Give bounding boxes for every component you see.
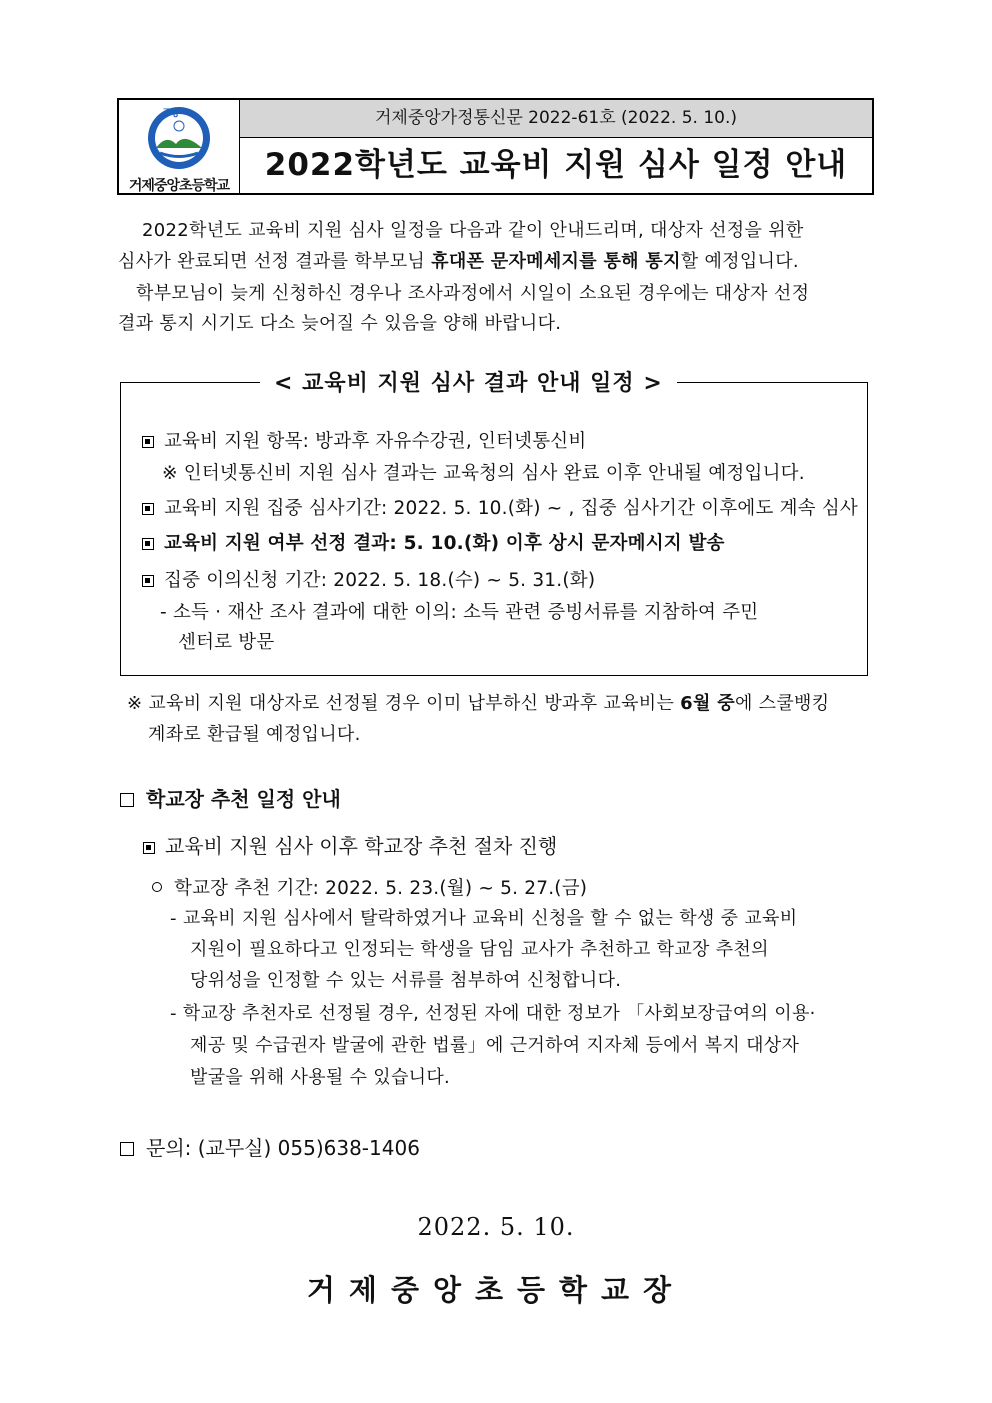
section-heading-text: 학교장 추천 일정 안내	[146, 787, 341, 811]
intro-p2-line2: 결과 통지 시기도 다소 늦어질 수 있음을 양해 바랍니다.	[118, 313, 562, 334]
refund-note-line1	[127, 688, 829, 719]
section-item-text: 교육비 지원 심사 이후 학교장 추천 절차 진행	[165, 834, 558, 858]
schedule-item-bold	[142, 529, 725, 555]
filled-square-bullet-icon	[142, 503, 154, 515]
document-header	[117, 98, 874, 195]
refund-emphasis: 6월 중	[680, 693, 735, 714]
schedule-item	[142, 427, 586, 453]
emblem-text: 중앙	[162, 109, 180, 119]
circle-bullet-icon	[152, 882, 162, 892]
recommend-period	[152, 874, 587, 900]
refund-text: ※ 교육비 지원 대상자로 선정될 경우 이미 납부하신 방과후 교육비는	[127, 693, 681, 714]
recommend-detail: 제공 및 수급권자 발굴에 관한 법률」에 근거하여 지자체 등에서 복지 대상자	[190, 1035, 800, 1056]
recommend-detail: - 학교장 추천자로 선정될 경우, 선정된 자에 대한 정보가 「사회보장급여의 이용·	[170, 1003, 816, 1024]
intro-text: 할 예정입니다.	[680, 251, 799, 272]
intro-text: 심사가 완료되면 선정 결과를 학부모님	[118, 251, 432, 272]
filled-square-bullet-icon	[143, 842, 155, 854]
empty-square-bullet-icon	[120, 793, 134, 807]
recommend-detail: 발굴을 위해 사용될 수 있습니다.	[190, 1067, 451, 1088]
refund-text: 에 스쿨뱅킹	[734, 693, 830, 714]
recommend-detail: - 교육비 지원 심사에서 탈락하였거나 교육비 신청을 할 수 없는 학생 중 교육비	[170, 908, 798, 929]
schedule-item	[142, 566, 595, 592]
issue-date: 2022. 5. 10.	[417, 1213, 575, 1241]
issue-line: 거제중앙가정통신문 2022-61호 (2022. 5. 10.)	[240, 100, 872, 138]
empty-square-bullet-icon	[120, 1142, 134, 1156]
filled-square-bullet-icon	[142, 575, 154, 587]
contact-line	[120, 1132, 420, 1161]
filled-square-bullet-icon	[142, 538, 154, 550]
schedule-box-title: < 교육비 지원 심사 결과 안내 일정 >	[260, 366, 677, 397]
recommend-detail: 당위성을 인정할 수 있는 서류를 첨부하여 신청합니다.	[190, 970, 622, 991]
schedule-sub-item-cont: 센터로 방문	[178, 632, 275, 653]
schedule-item-text: 교육비 지원 항목: 방과후 자유수강권, 인터넷통신비	[164, 431, 587, 452]
filled-square-bullet-icon	[142, 436, 154, 448]
intro-p2-line1: 학부모님이 늦게 신청하신 경우나 조사과정에서 시일이 소요된 경우에는 대상자 선정	[136, 283, 810, 304]
school-logo-name: 거제중앙초등학교	[128, 178, 230, 194]
schedule-item-note: ※ 인터넷통신비 지원 심사 결과는 교육청의 심사 완료 이후 안내될 예정입니다.	[162, 463, 805, 484]
schedule-item-text: 집중 이의신청 기간: 2022. 5. 18.(수) ~ 5. 31.(화)	[164, 570, 596, 591]
principal-signature: 거제중앙초등학교장	[306, 1273, 686, 1307]
schedule-item	[142, 494, 858, 520]
intro-p1-line1: 2022학년도 교육비 지원 심사 일정을 다음과 같이 안내드리며, 대상자 선정을 위한	[142, 220, 804, 241]
page-title: 2022학년도 교육비 지원 심사 일정 안내	[264, 147, 848, 183]
school-logo	[119, 100, 240, 193]
section-item	[143, 830, 557, 859]
schedule-item-text: 교육비 지원 집중 심사기간: 2022. 5. 10.(화) ~ , 집중 심사기간 이후에도 계속 심사	[164, 498, 858, 519]
intro-p1-line2	[118, 246, 799, 277]
recommend-period-text: 학교장 추천 기간: 2022. 5. 23.(월) ~ 5. 27.(금)	[174, 878, 588, 899]
recommend-detail: 지원이 필요하다고 인정되는 학생을 담임 교사가 추천하고 학교장 추천의	[190, 939, 769, 960]
section-heading	[120, 783, 341, 812]
contact-text: 문의: (교무실) 055)638-1406	[146, 1136, 420, 1160]
intro-emphasis: 휴대폰 문자메세지를 통해 통지	[431, 251, 681, 272]
schedule-sub-item: - 소득 · 재산 조사 결과에 대한 이의: 소득 관련 증빙서류를 지참하여 주민	[160, 602, 759, 623]
schedule-item-text: 교육비 지원 여부 선정 결과: 5. 10.(화) 이후 상시 문자메시지 발송	[164, 533, 725, 554]
refund-note-line2: 계좌로 환급될 예정입니다.	[148, 724, 361, 745]
